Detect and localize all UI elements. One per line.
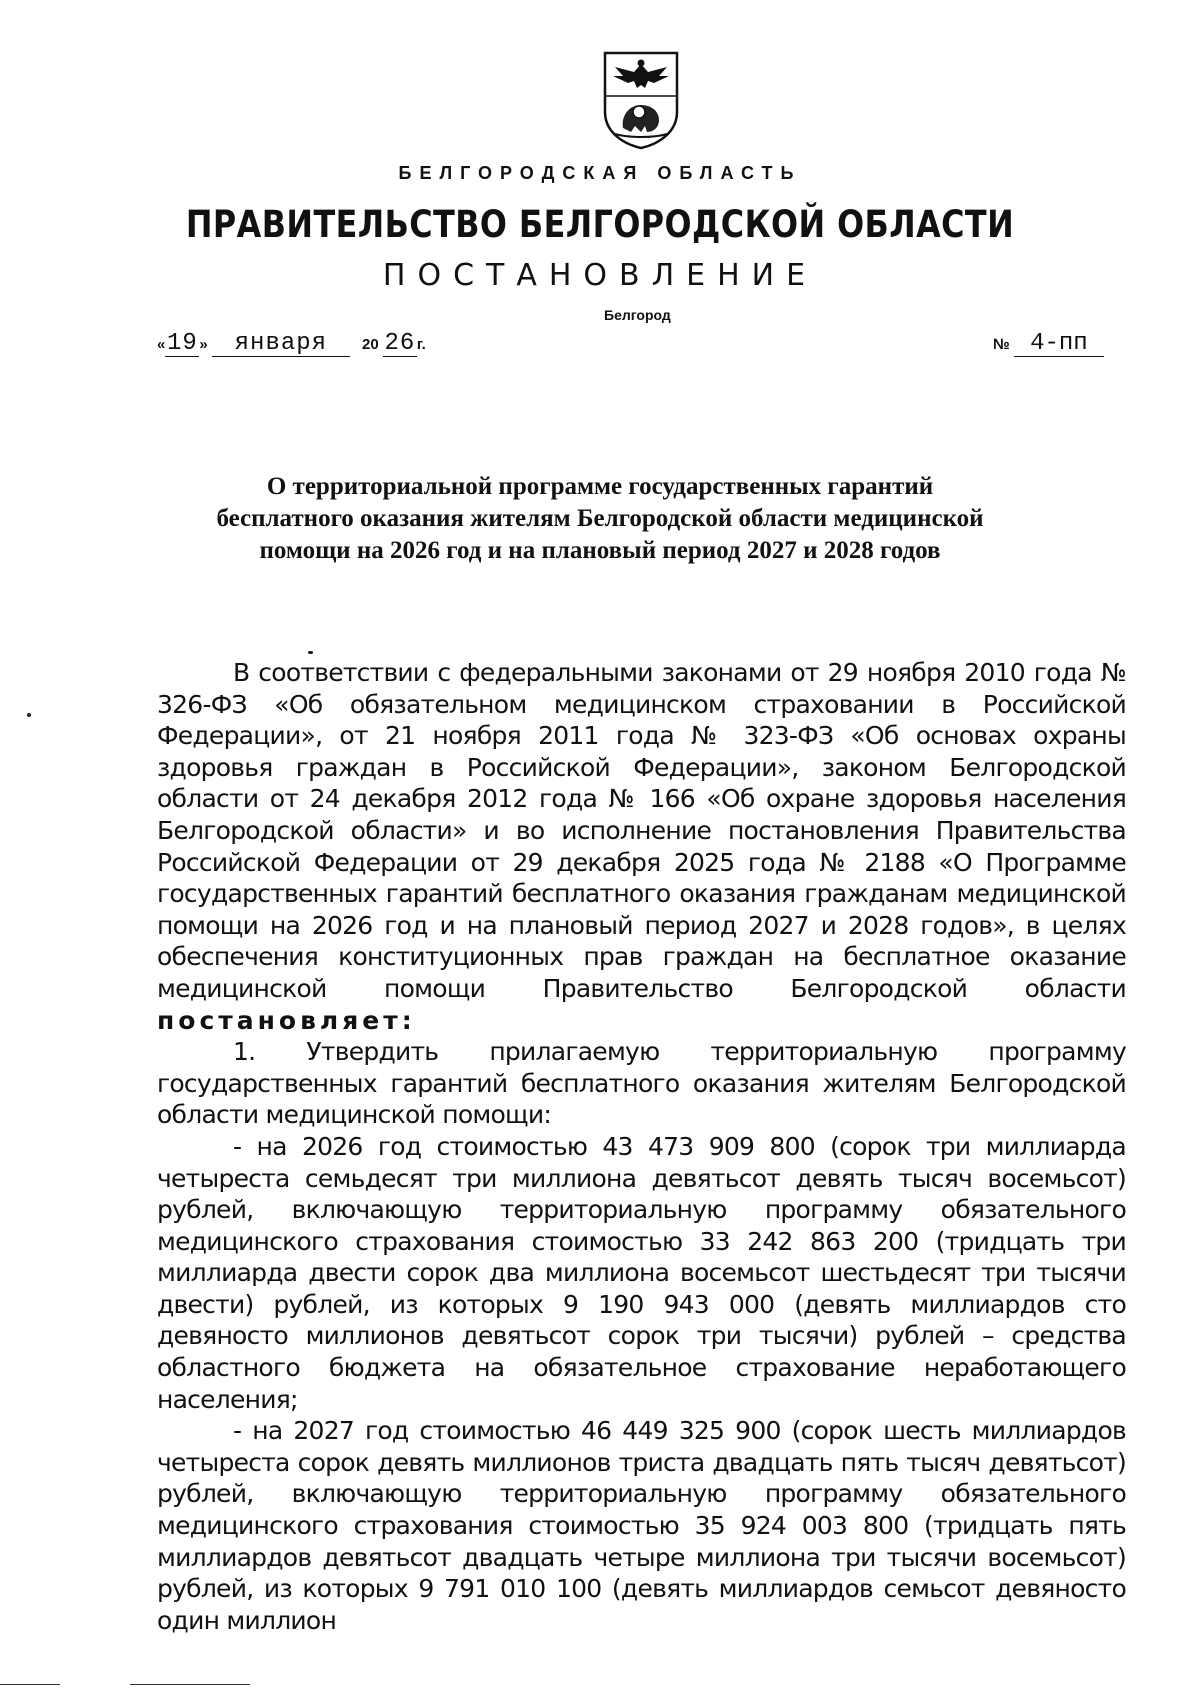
coat-of-arms-icon: [601, 50, 681, 150]
title-line: помощи на 2026 год и на плановый период 2027 и 2028 годов: [259, 537, 941, 564]
date-month: января: [234, 330, 328, 357]
document-date: [157, 332, 426, 357]
number-sign: №: [993, 336, 1010, 353]
region-name: БЕЛГОРОДСКАЯ ОБЛАСТЬ: [398, 163, 802, 183]
document-number: [993, 332, 1104, 357]
date-day: 19: [166, 330, 198, 357]
document-body: [157, 657, 1126, 1636]
scan-speck: [308, 651, 313, 654]
government-name: ПРАВИТЕЛЬСТВО БЕЛГОРОДСКОЙ ОБЛАСТИ: [185, 203, 1015, 246]
scan-edge-line: [0, 1684, 60, 1685]
date-close-quote: »: [199, 336, 208, 353]
year-2027-paragraph: - на 2027 год стоимостью 46 449 325 900 (сорок шесть миллиардов четыреста сорок девять миллионов триста двадцать пять тысяч девятьсот) рублей, включающую территориальную программу обязательного медицинского страхования стоимостью 35 924 003 800 (тридцать пять миллиардов девятьсот двадцать четыре миллиона три тысячи восемьсот) рублей, из которых 9 791 010 100 (девять миллиардов семьсот девяносто один миллион: [157, 1416, 1126, 1635]
city-name: Белгород: [604, 307, 671, 323]
title-line: О территориальной программе государственных гарантий: [266, 473, 934, 500]
year-2026-paragraph: - на 2026 год стоимостью 43 473 909 800 (сорок три миллиарда четыреста семьдесят три миллиона девятьсот девять тысяч восемьсот) рублей, включающую территориальную программу обязательного медицинского страхования стоимостью 33 242 863 200 (тридцать три миллиарда двести сорок два миллиона восемьсот шестьдесят три тысячи двести) рублей, из которых 9 190 943 000 (девять миллиардов сто девяносто миллионов девятьсот сорок три тысячи) рублей – средства областного бюджета на обязательное страхование неработающего населения;: [157, 1131, 1126, 1414]
number-value: 4-пп: [1030, 330, 1088, 357]
title-line: бесплатного оказания жителям Белгородской области медицинской: [216, 505, 984, 532]
date-open-quote: «: [157, 336, 166, 353]
date-year: 26: [384, 330, 416, 357]
scan-speck: [27, 713, 31, 717]
preamble-text: В соответствии с федеральными законами от 29 ноября 2010 года № 326-ФЗ «Об обязательном медицинском страховании в Российской Федерации», от 21 ноября 2011 года № 323-ФЗ «Об основах охраны здоровья граждан в Российской Федерации», законом Белгородской области от 24 декабря 2012 года № 166 «Об охране здоровья населения Белгородской области» и во исполнение постановления Правительства Российской Федерации от 29 декабря 2025 года № 2188 «О Программе государственных гарантий бесплатного оказания гражданам медицинской помощи на 2026 год и на плановый период 2027 и 2028 годов», в целях обеспечения конституционных прав граждан на бесплатное оказание медицинской помощи Правительство Белгородской области: [157, 658, 1126, 1003]
document-type: ПОСТАНОВЛЕНИЕ: [382, 258, 818, 293]
date-year-suffix: г.: [416, 336, 426, 353]
date-century: 20: [362, 336, 379, 353]
item-1-paragraph: 1. Утвердить прилагаемую территориальную программу государственных гарантий бесплатного оказания жителям Белгородской области медицинской помощи:: [157, 1037, 1126, 1130]
preamble-paragraph: [157, 657, 1126, 1036]
scan-edge-line: [130, 1684, 250, 1685]
document-title: [0, 471, 1200, 567]
resolution-keyword: постановляет:: [157, 1005, 416, 1035]
